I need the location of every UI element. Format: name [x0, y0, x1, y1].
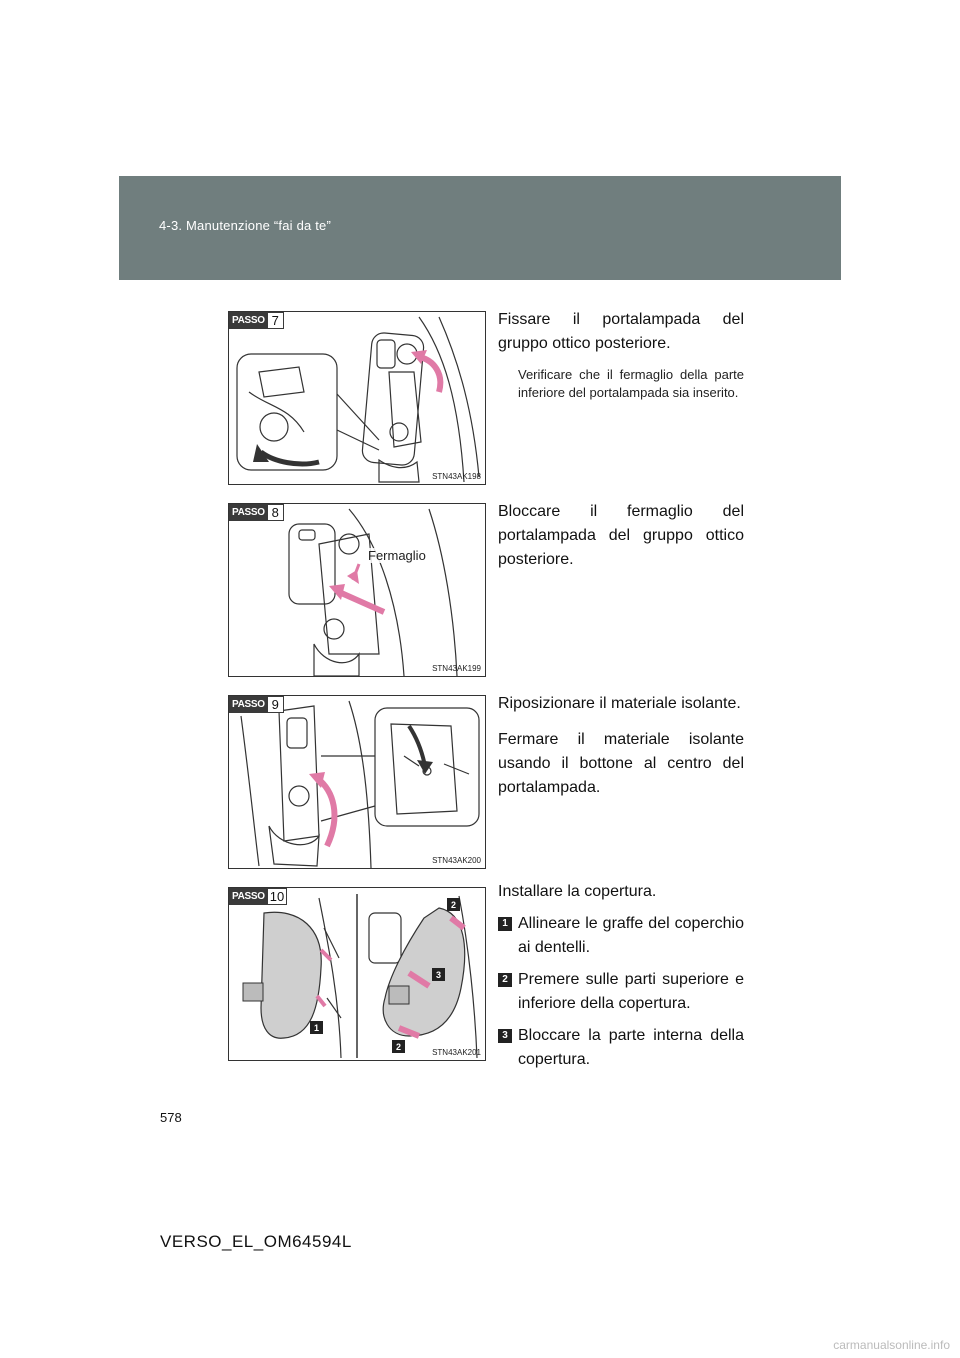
step-10-illustration	[228, 887, 486, 1061]
step-7-instruction: Fissare il portalampada del gruppo ottico posteriore.	[498, 311, 744, 352]
image-code: STN43AK198	[432, 472, 481, 481]
callout-label: Fermaglio	[368, 548, 426, 563]
substep-1	[498, 912, 744, 960]
image-code: STN43AK200	[432, 856, 481, 865]
step-9-illustration	[228, 695, 486, 869]
marker-2-top: 2	[447, 898, 460, 911]
document-code: VERSO_EL_OM64594L	[160, 1232, 352, 1251]
image-code: STN43AK199	[432, 664, 481, 673]
substep-number: 2	[498, 973, 512, 987]
insulation-drawing	[229, 696, 485, 868]
step-8-instruction: Bloccare il fermaglio del portalampada del gruppo ottico posteriore.	[498, 503, 744, 568]
step-7-illustration	[228, 311, 486, 485]
watermark: carmanualsonline.info	[833, 1338, 950, 1352]
step-9-instruction: Riposizionare il materiale isolante.	[498, 695, 741, 712]
substep-number: 1	[498, 917, 512, 931]
step-9-instruction-2: Fermare il materiale isolante usando il bottone al centro del portalampada.	[498, 731, 744, 796]
step-7-note: Verificare che il fermaglio della parte inferiore del portalampada sia inserito.	[518, 367, 744, 400]
substep-2	[498, 968, 744, 1016]
clip-lock-drawing	[229, 504, 485, 676]
step-10-text	[498, 880, 744, 1072]
step-badge: PASSO 7	[229, 312, 284, 329]
step-9-text	[498, 692, 744, 800]
step-badge: PASSO 10	[229, 888, 287, 905]
cover-install-drawing	[229, 888, 485, 1060]
page-number: 578	[160, 1110, 182, 1125]
substep-3	[498, 1024, 744, 1072]
substep-text: Bloccare la parte interna della copertura.	[518, 1027, 744, 1068]
section-title: 4-3. Manutenzione “fai da te”	[159, 218, 332, 233]
taillight-clip-drawing	[229, 312, 485, 484]
step-10-instruction: Installare la copertura.	[498, 883, 657, 900]
image-code: STN43AK201	[432, 1048, 481, 1057]
marker-1: 1	[310, 1021, 323, 1034]
marker-2-bottom: 2	[392, 1040, 405, 1053]
marker-3: 3	[432, 968, 445, 981]
substep-text: Premere sulle parti superiore e inferiore della copertura.	[518, 971, 744, 1012]
step-badge: PASSO 9	[229, 696, 284, 713]
header-band	[119, 176, 841, 280]
substep-number: 3	[498, 1029, 512, 1043]
step-8-illustration	[228, 503, 486, 677]
step-8-text	[498, 500, 744, 572]
step-7-text	[498, 308, 744, 402]
substep-text: Allineare le graffe del coperchio ai dentelli.	[518, 915, 744, 956]
step-badge: PASSO 8	[229, 504, 284, 521]
